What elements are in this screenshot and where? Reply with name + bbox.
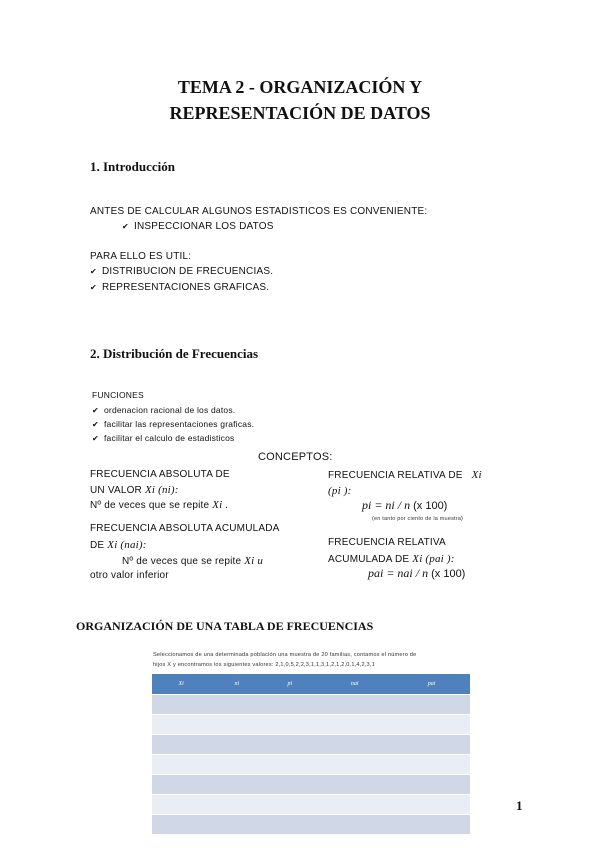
abs-title-1: FRECUENCIA ABSOLUTA DE xyxy=(90,469,230,480)
checkmark-icon: ✔ xyxy=(90,283,97,292)
table-row xyxy=(152,795,470,815)
checkmark-icon: ✔ xyxy=(122,222,129,231)
column-header-pai: pai xyxy=(393,674,470,695)
acum-title: FRECUENCIA ABSOLUTA ACUMULADA xyxy=(90,523,280,534)
table-row xyxy=(152,815,470,835)
relacum-title2: ACUMULADA DE Xi (pai ): xyxy=(328,553,455,565)
page-number: 1 xyxy=(516,798,523,813)
section2-heading: 2. Distribución de Frecuencias xyxy=(90,346,259,361)
funciones-label: FUNCIONES xyxy=(92,390,144,400)
intro-text: ANTES DE CALCULAR ALGUNOS ESTADISTICOS ES CONVENIENTE: xyxy=(90,206,428,217)
rel-formula: pi = ni / n (x 100) xyxy=(362,498,448,512)
rel-pi: (pi ): xyxy=(328,485,352,497)
conceptos-label: CONCEPTOS: xyxy=(258,451,333,463)
table-row xyxy=(152,715,470,735)
funcion-item-3: ✔ facilitar el calculo de estadisticos xyxy=(92,433,235,443)
table-row xyxy=(152,735,470,755)
rel-title: FRECUENCIA RELATIVA DE Xi xyxy=(328,469,482,481)
rel-note: (en tanto por ciento de la muestra) xyxy=(372,516,464,522)
checkmark-icon: ✔ xyxy=(92,420,99,429)
column-header-xi: Xi xyxy=(152,674,210,695)
table-desc-1: Seleccionamos de una determinada población una muestra de 20 familias, contamos el número de xyxy=(153,652,417,658)
table-row xyxy=(152,755,470,775)
relacum-formula: pai = nai / n (x 100) xyxy=(368,566,466,580)
util-item-2: ✔ REPRESENTACIONES GRAFICAS. xyxy=(90,282,270,293)
funcion-item-1: ✔ ordenacion racional de los datos. xyxy=(92,405,236,415)
funcion-item-2: ✔ facilitar las representaciones graficas. xyxy=(92,419,255,429)
relacum-title: FRECUENCIA RELATIVA xyxy=(328,537,446,548)
acum-desc: Nº de veces que se repite Xi u xyxy=(122,555,264,567)
checkmark-icon: ✔ xyxy=(92,434,99,443)
column-header-nai: nai xyxy=(316,674,393,695)
intro-item: ✔ INSPECCIONAR LOS DATOS xyxy=(122,221,274,232)
abs-title-2: UN VALOR Xi (ni): xyxy=(90,484,179,496)
util-text: PARA ELLO ES UTIL: xyxy=(90,251,192,262)
table-desc-2: hijos X y encontramos los siguientes valores: 2,1,0,5,2,2,3,1,1,3,1,2,1,2,0,1,4,2,3,1 xyxy=(153,662,375,668)
section3-heading: ORGANIZACIÓN DE UNA TABLA DE FRECUENCIAS xyxy=(76,619,374,633)
checkmark-icon: ✔ xyxy=(92,406,99,415)
table-row xyxy=(152,775,470,795)
util-item-1: ✔ DISTRIBUCION DE FRECUENCIAS. xyxy=(90,266,274,277)
doc-title-line1: TEMA 2 - ORGANIZACIÓN Y xyxy=(177,77,423,97)
doc-title-line2: REPRESENTACIÓN DE DATOS xyxy=(169,103,431,123)
checkmark-icon: ✔ xyxy=(90,267,97,276)
acum-de: DE Xi (nai): xyxy=(90,539,147,551)
acum-desc2: otro valor inferior xyxy=(90,570,169,581)
table-row xyxy=(152,695,470,715)
column-header-pi: pi xyxy=(263,674,316,695)
column-header-ni: ni xyxy=(210,674,263,695)
abs-desc: Nº de veces que se repite Xi . xyxy=(90,499,229,511)
section1-heading: 1. Introducción xyxy=(90,159,175,174)
frequency-table xyxy=(152,674,470,834)
table-header-row xyxy=(152,674,470,695)
